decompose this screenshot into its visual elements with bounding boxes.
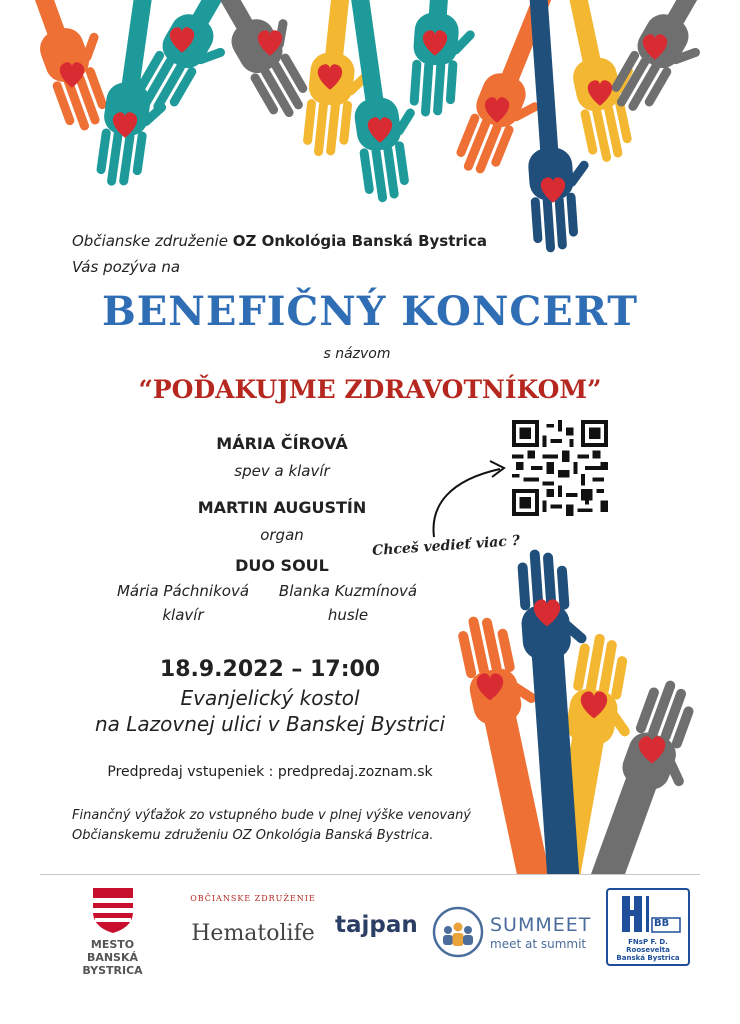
organizer-name: OZ Onkológia Banská Bystrica bbox=[232, 232, 487, 250]
proceeds-note-line1: Finančný výťažok zo vstupného bude v plnej výške venovaný bbox=[72, 808, 472, 823]
summeet-people-icon bbox=[432, 906, 484, 958]
logo-mesto-banska-bystrica bbox=[55, 886, 170, 977]
logo-tajpan: tajpan bbox=[335, 912, 418, 938]
venue-line2: na Lazovnej ulici v Banskej Bystrici bbox=[94, 712, 446, 736]
duo-member bbox=[268, 582, 428, 624]
mesto-line2: BANSKÁ BYSTRICA bbox=[82, 951, 143, 977]
concert-subtitle: “POĎAKUJME ZDRAVOTNÍKOM” bbox=[138, 375, 602, 404]
logo-summeet bbox=[432, 906, 602, 958]
hematolife-arc-text: OBČIANSKE ZDRUŽENIE bbox=[190, 894, 316, 903]
duo-member-role: husle bbox=[327, 606, 369, 624]
footer-divider bbox=[40, 874, 700, 875]
concert-title: BENEFIČNÝ KONCERT bbox=[101, 288, 639, 335]
performer-role: organ bbox=[260, 526, 304, 544]
proceeds-note-line2: Občianskemu združeniu OZ Onkológia Banská Bystrica. bbox=[72, 828, 434, 843]
logo-fnsp-roosevelta bbox=[606, 888, 690, 966]
s-nazvom-label: s názvom bbox=[323, 346, 391, 362]
qr-code[interactable] bbox=[512, 420, 608, 516]
mesto-line1: MESTO bbox=[90, 938, 135, 951]
coat-of-arms-icon bbox=[91, 886, 135, 934]
duo-member bbox=[103, 582, 263, 624]
performer-name: MÁRIA ČÍROVÁ bbox=[216, 434, 348, 453]
hands-bottom-illustration bbox=[420, 530, 720, 875]
invitation-line2: Vás pozýva na bbox=[72, 258, 181, 276]
presale-info: Predpredaj vstupeniek : predpredaj.zoznam.sk bbox=[107, 764, 433, 780]
fnsp-line2: Banská Bystrica bbox=[616, 954, 680, 962]
duo-member-role: klavír bbox=[162, 606, 204, 624]
performer-role: spev a klavír bbox=[234, 462, 330, 480]
proceeds-note bbox=[72, 806, 471, 846]
invitation-text bbox=[72, 228, 487, 280]
performer-name: MARTIN AUGUSTÍN bbox=[197, 498, 367, 517]
hematolife-name: Hematolife bbox=[191, 921, 315, 946]
summeet-name: SUMMEET bbox=[490, 914, 592, 936]
qr-prompt: Chceš vedieť viac ? bbox=[371, 532, 521, 560]
invitation-prefix: Občianske združenie bbox=[72, 232, 233, 250]
event-datetime: 18.9.2022 – 17:00 bbox=[159, 657, 381, 682]
fnsp-letters: BB bbox=[654, 918, 670, 929]
logo-hematolife bbox=[188, 894, 318, 946]
venue-line1: Evanjelický kostol bbox=[180, 686, 360, 710]
fnsp-emblem-icon bbox=[608, 890, 688, 938]
duo-member-name: Blanka Kuzmínová bbox=[278, 582, 418, 600]
fnsp-line1: FNsP F. D. Roosevelta bbox=[626, 938, 670, 954]
performer-name: DUO SOUL bbox=[235, 556, 329, 575]
summeet-tagline: meet at summit bbox=[490, 937, 587, 951]
duo-member-name: Mária Páchniková bbox=[116, 582, 250, 600]
